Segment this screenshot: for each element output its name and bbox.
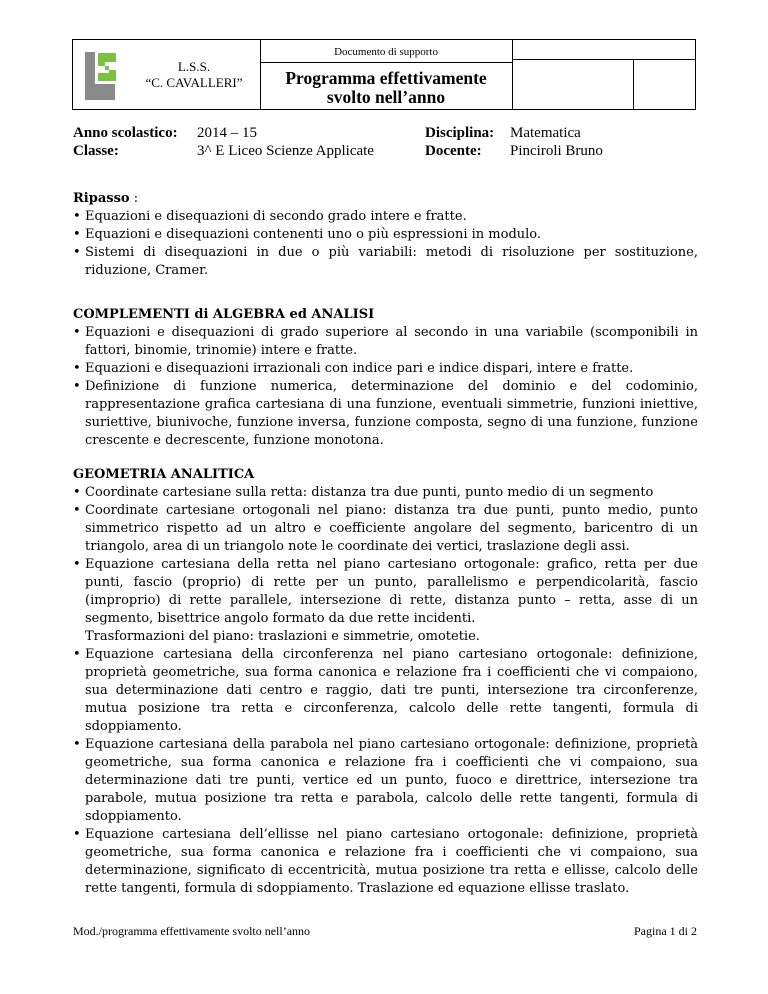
list-item: • Equazione cartesiana della circonferenza nel piano cartesiano ortogonale: definizione, proprietà geometriche, sua forma canonica e relazione fra i coefficienti che vi compaiono, sua determinazione dati centro e raggio, dati tre punti, intersezione tra circonferenze, mutua posizione tra retta e circonferenza, calcolo delle rette tangenti, formula di sdoppiamento.: [73, 646, 698, 736]
geometria-list: [73, 484, 698, 898]
footer-module-name: Mod./programma effettivamente svolto nell’anno: [73, 924, 311, 938]
docente-value: Pinciroli Bruno: [510, 143, 603, 159]
section-gap: [73, 450, 698, 466]
ripasso-title-suffix: :: [129, 191, 139, 206]
page-number: Pagina 1 di 2: [634, 924, 697, 938]
section-title-geometria: GEOMETRIA ANALITICA: [73, 467, 255, 482]
list-item: • Equazioni e disequazioni di secondo grado intere e fratte.: [73, 208, 698, 226]
header-empty-cell: [512, 40, 695, 60]
document-title-line1: Programma effettivamente: [285, 67, 487, 88]
list-item: • Equazioni e disequazioni contenenti uno o più espressioni in modulo.: [73, 226, 698, 244]
document-type: Documento di supporto: [261, 43, 512, 63]
classe-value: 3^ E Liceo Scienze Applicate: [197, 143, 374, 159]
page-footer: [73, 924, 697, 939]
title-cell: [260, 40, 512, 110]
school-name: [135, 59, 253, 91]
anno-label: Anno scolastico:: [73, 125, 178, 141]
complementi-list: [73, 324, 698, 450]
section-title-complementi: COMPLEMENTI di ALGEBRA ed ANALISI: [73, 307, 375, 322]
list-item: • Definizione di funzione numerica, determinazione del dominio e del codominio, rappresentazione grafica cartesiana di una funzione, eventuali simmetrie, funzioni iniettive, suriettive, biunivoche, funzione inversa, funzione composta, segno di una funzione, funzione crescente e decrescente, funzione monotona.: [73, 378, 698, 450]
list-item: • Equazione cartesiana della retta nel piano cartesiano ortogonale: grafico, retta per due punti, fascio (proprio) di rette per un punto, parallelismo e perpendicolarità, fascio (improprio) di rette parallele, intersezione di rette, distanza punto – retta, asse di un segmento, bisettrice angolo formato da due rette incidenti.: [73, 556, 698, 628]
school-name-line2: “C. CAVALLERI”: [145, 75, 243, 90]
list-item: • Equazioni e disequazioni di grado superiore al secondo in una variabile (scomponibili in fattori, binomie, trinomie) intere e fratte.: [73, 324, 698, 360]
document-header-table: [72, 39, 696, 110]
school-name-line1: L.S.S.: [177, 59, 211, 74]
ripasso-list: [73, 208, 698, 280]
program-body: [73, 190, 698, 898]
disciplina-value: Matematica: [510, 125, 581, 141]
ripasso-title: Ripasso: [73, 191, 130, 206]
document-title: [261, 63, 512, 107]
section-gap: [73, 280, 698, 306]
list-item: • Coordinate cartesiane sulla retta: distanza tra due punti, punto medio di un segmento: [73, 484, 698, 502]
header-empty-cell: [634, 60, 696, 110]
list-item: • Equazioni e disequazioni irrazionali con indice pari e indice dispari, intere e fratte.: [73, 360, 698, 378]
list-item: • Sistemi di disequazioni in due o più variabili: metodi di risoluzione per sostituzione, riduzione, Cramer.: [73, 244, 698, 280]
section-title-ripasso: [73, 190, 698, 208]
list-item: • Equazione cartesiana della parabola nel piano cartesiano ortogonale: definizione, proprietà geometriche, sua forma canonica e relazione fra i coefficienti che vi compaiono, sua determinazione dati tre punti, vertice ed un punto, fuoco e direttrice, intersezione tra parabole, mutua posizione tra retta e parabola, calcolo delle rette tangenti, formula di sdoppiamento.: [73, 736, 698, 826]
header-empty-cell: [512, 60, 634, 110]
disciplina-label: Disciplina:: [425, 125, 495, 141]
docente-label: Docente:: [425, 143, 482, 159]
document-title-line2: svolto nell’anno: [326, 86, 446, 107]
list-item: • Coordinate cartesiane ortogonali nel piano: distanza tra due punti, punto medio, punto simmetrico rispetto ad un altro e coefficiente angolare del segmento, baricentro di un triangolo, area di un triangolo note le coordinate dei vertici, traslazione degli assi.: [73, 502, 698, 556]
list-item-continuation: Trasformazioni del piano: traslazioni e simmetrie, omotetie.: [85, 629, 480, 644]
anno-value: 2014 – 15: [197, 125, 257, 141]
school-logo-icon: [83, 50, 117, 102]
classe-label: Classe:: [73, 143, 119, 159]
list-item: • Equazione cartesiana dell’ellisse nel piano cartesiano ortogonale: definizione, proprietà geometriche, sua forma canonica e relazione fra i coefficienti che vi compaiono, sua determinazione, significato di eccentricità, mutua posizione tra retta e ellisse, calcolo delle rette tangenti, formula di sdoppiamento. Traslazione ed equazione ellisse traslato.: [73, 826, 698, 898]
logo-cell: [73, 40, 261, 110]
